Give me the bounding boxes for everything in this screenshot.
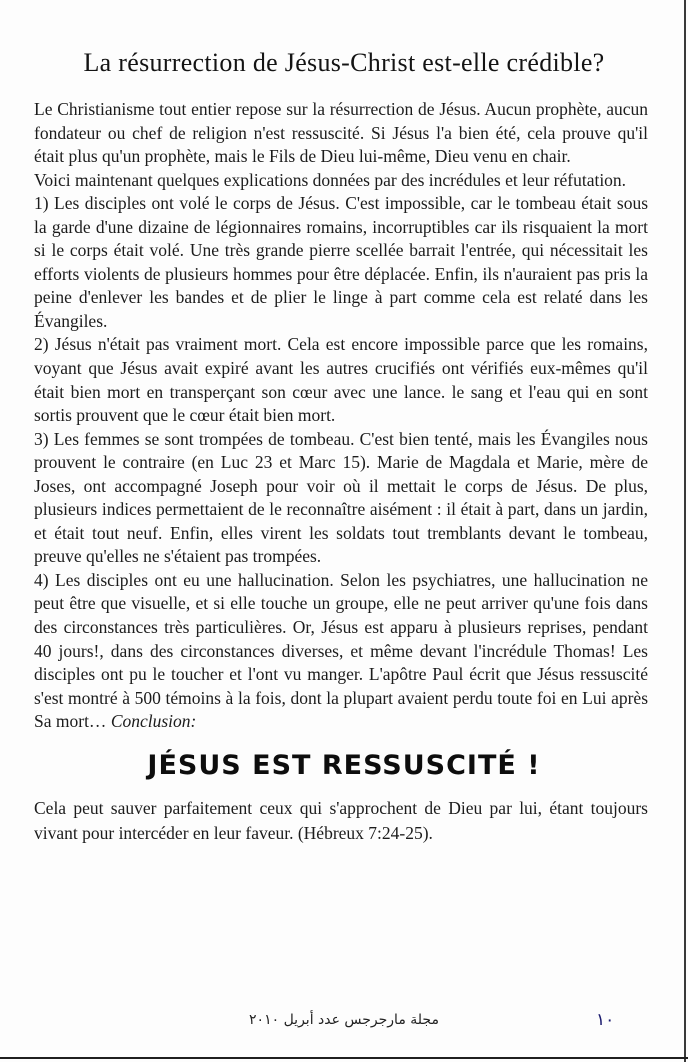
conclusion-heading: JÉSUS EST RESSUSCITÉ ! (147, 749, 541, 781)
transition-paragraph: Voici maintenant quelques explications données par des incrédules et leur réfutation. (34, 169, 627, 190)
argument-4-paragraph (34, 569, 648, 734)
journal-title-arabic: مجلة مارجرجس عدد أبريل ٢٠١٠ (249, 1012, 439, 1028)
argument-1-paragraph: 1) Les disciples ont volé le corps de Jésus. C'est impossible, car le tombeau était sous la garde d'une dizaine de légionnaires romains, incorruptibles car ils risquaient la mort si le corps était volé. Une très grande pierre scellée barrait l'entrée, qui nécessitait les efforts violents de plusieurs hommes pour être déplacée. Enfin, ils n'auraient pas pris la peine d'enlever les bandes et de plier le linge à part comme cela est relaté dans les Évangiles. (34, 193, 648, 331)
page-number: ١٠ (596, 1010, 615, 1030)
conclusion-label: Conclusion: (110, 711, 197, 732)
article-title: La résurrection de Jésus-Christ est-elle crédible? (83, 48, 605, 77)
intro-paragraph: Le Christianisme tout entier repose sur la résurrection de Jésus. Aucun prophète, aucun fondateur ou chef de religion n'est ressuscité. Si Jésus l'a bien été, cela prouve qu'il était plus qu'un prophète, mais le Fils de Dieu lui-même, Dieu venu en chair. (34, 99, 648, 167)
article-body (34, 98, 648, 734)
argument-3-paragraph: 3) Les femmes se sont trompées de tombeau. C'est bien tenté, mais les Évangiles nous prouvent le contraire (en Luc 23 et Marc 15). Marie de Magdala et Marie, mère de Joses, ont accompagné Joseph pour voir où il mettait le corps de Jésus. De plus, plusieurs indices permettaient de le reconnaître aisément : il était à part, dans un jardin, et était tout neuf. Enfin, elles virent les soldats tout tremblants devant le tombeau, preuve qu'elles ne s'étaient pas trompées. (34, 428, 648, 567)
argument-4-text: 4) Les disciples ont eu une hallucination. Selon les psychiatres, une hallucination ne peut être que visuelle, et si elle touche un groupe, elle ne peut arriver qu'une fois dans des circonstances très particulières. Or, Jésus est apparu à plusieurs reprises, pendant 40 jours!, dans des circonstances diverses, et même devant l'incrédule Thomas! Les disciples ont pu le toucher et l'ont vu manger. L'apôtre Paul écrit que Jésus ressuscité s'est montré à 500 témoins à la fois, dont la plupart avaient perdu toute foi en Lui après Sa mort… (34, 569, 648, 732)
closing-paragraph: Cela peut sauver parfaitement ceux qui s'approchent de Dieu par lui, étant toujours vivant pour intercéder en leur faveur. (Hébreux 7:24-25). (34, 797, 648, 844)
argument-2-paragraph: 2) Jésus n'était pas vraiment mort. Cela est encore impossible parce que les romains, voyant que Jésus avait expiré avant les autres crucifiés ont vérifiés eux-mêmes qu'il était bien mort en transperçant son cœur avec une lance. le sang et l'eau qui en sont sortis prouvent que le cœur était bien mort. (34, 334, 648, 426)
page-edge-bottom-line (0, 1057, 688, 1059)
page-edge-right-line (684, 0, 686, 1062)
page-footer (0, 1012, 688, 1034)
